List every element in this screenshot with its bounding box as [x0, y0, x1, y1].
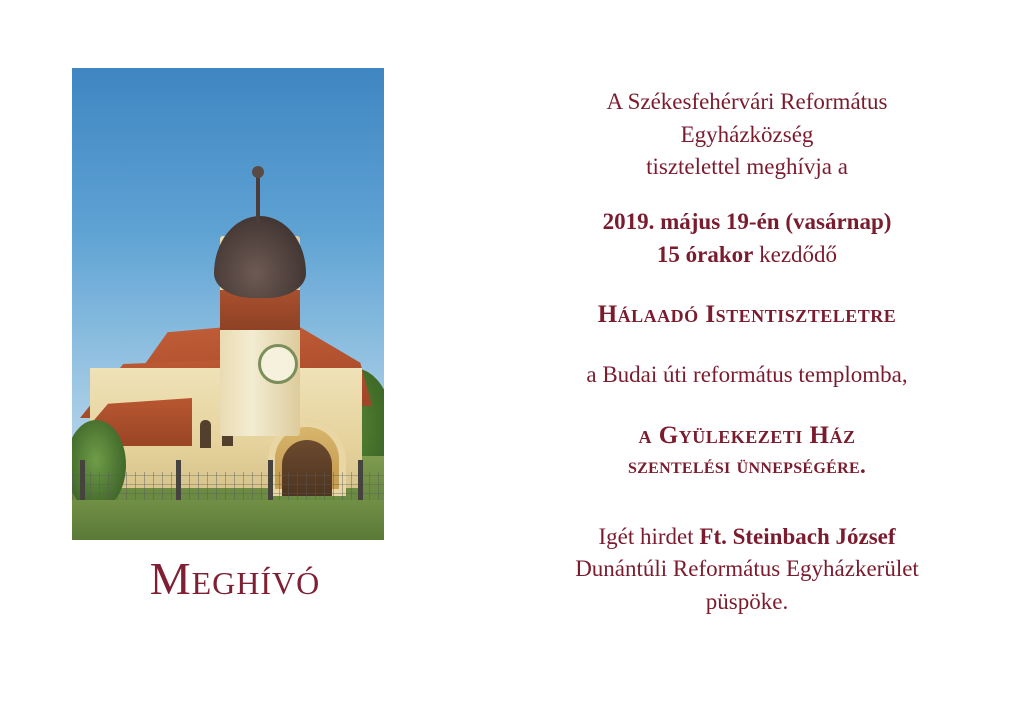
host-line-3: tisztelettel meghívja a	[646, 154, 848, 180]
host-line-2: Egyházközség	[680, 121, 814, 147]
host-line-1: A Székesfehérvári Református	[606, 89, 888, 114]
event-title-block	[470, 301, 1024, 329]
invitation-caption: Meghívó	[149, 553, 321, 604]
occasion-line-2: szentelési ünnepségére.	[627, 452, 867, 478]
occasion-block	[470, 422, 1024, 483]
occasion-line-1: a Gyülekezeti Ház	[638, 421, 856, 449]
left-column	[0, 0, 470, 721]
preacher-title-line-1: Dunántúli Református Egyházkerület	[575, 556, 919, 582]
host-block	[470, 86, 1024, 184]
event-date: 2019. május 19-én (vasárnap)	[602, 208, 892, 234]
event-title: Hálaadó Istentiszteletre	[597, 301, 897, 329]
event-time-row	[470, 239, 1024, 272]
church-spire-ball	[252, 166, 264, 178]
invitation-text	[470, 86, 1024, 641]
lawn-foreground	[72, 500, 384, 540]
church-spire	[256, 172, 260, 224]
place-block	[470, 359, 1024, 392]
preacher-prefix: Igét hirdet	[598, 523, 700, 549]
preacher-title-line-2: püspöke.	[705, 588, 789, 614]
church-photo	[72, 68, 384, 540]
event-time-suffix: kezdődő	[753, 241, 838, 267]
church-clock-icon	[258, 344, 298, 384]
event-place: a Budai úti református templomba,	[586, 362, 908, 388]
preacher-block	[470, 521, 1024, 619]
church-window-1	[200, 420, 211, 448]
preacher-row	[470, 521, 1024, 554]
church-photo-image	[72, 68, 384, 540]
event-time: 15 órakor	[656, 241, 754, 267]
preacher-name: Ft. Steinbach József	[699, 523, 896, 549]
datetime-block	[470, 206, 1024, 271]
